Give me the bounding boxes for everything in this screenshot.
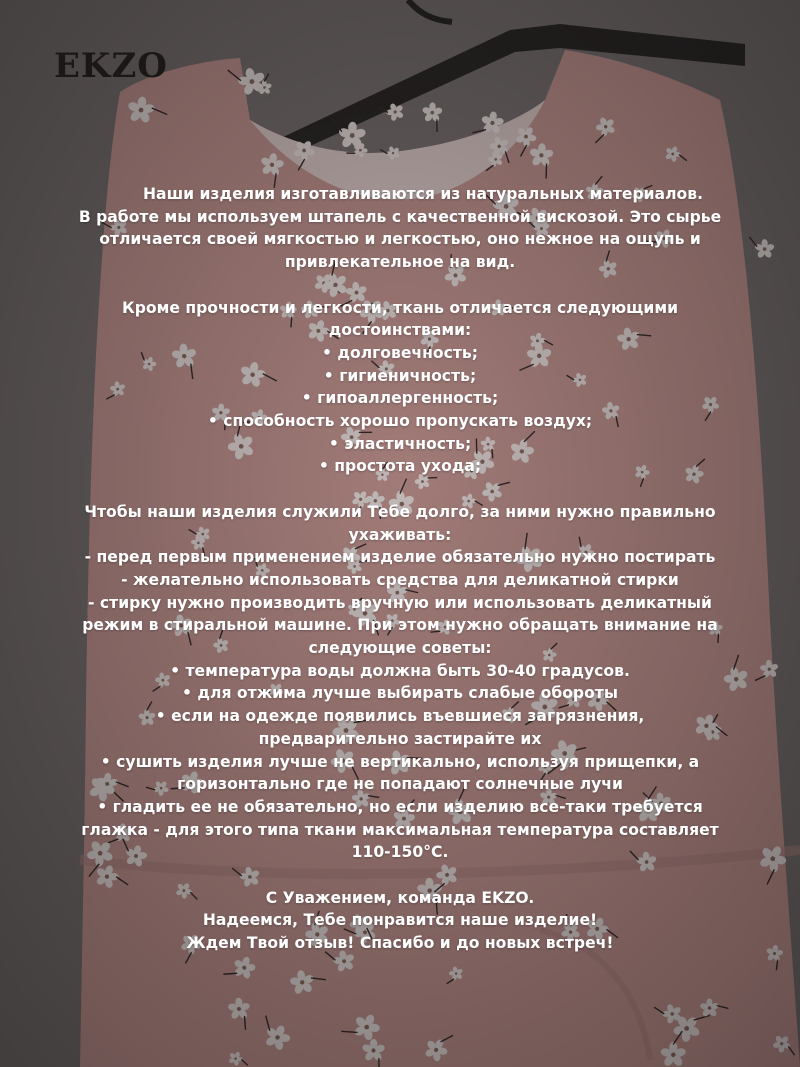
- list-item: - перед первым применением изделие обязательно нужно постирать: [84, 548, 716, 567]
- text-line: Чтобы наши изделия служили Тебе долго, за ними нужно правильно: [84, 502, 716, 521]
- text-line: 110-150°С.: [351, 843, 449, 862]
- text-line: следующие советы:: [308, 639, 492, 658]
- text-line: горизонтально где не попадают солнечные лучи: [177, 775, 623, 794]
- text-line: достоинствами:: [328, 321, 472, 340]
- intro-paragraph: [0, 183, 800, 274]
- text-line: глажка - для этого типа ткани максимальная температура составляет: [81, 820, 719, 839]
- list-item: • способность хорошо пропускать воздух;: [207, 412, 593, 431]
- list-item: • эластичность;: [328, 434, 472, 453]
- closing-paragraph: [0, 887, 800, 955]
- text-line: Ждем Твой отзыв! Спасибо и до новых встреч!: [186, 934, 614, 953]
- text-line: В работе мы используем штапель с качественной вискозой. Это сырье: [78, 207, 722, 226]
- text-line: С Уважением, команда EKZO.: [265, 888, 535, 907]
- paragraph-gap: [0, 478, 800, 501]
- text-line: привлекательное на вид.: [284, 253, 516, 272]
- list-item: • гигиеничность;: [323, 366, 477, 385]
- paragraph-gap: [0, 864, 800, 887]
- list-item: • температура воды должна быть 30-40 градусов.: [170, 661, 630, 680]
- text-line: Кроме прочности и легкости, ткань отличается следующими: [121, 298, 679, 317]
- list-item: • если на одежде появились въевшиеся загрязнения,: [155, 707, 645, 726]
- paragraph-gap: [0, 274, 800, 297]
- text-line: ухаживать:: [348, 525, 452, 544]
- list-item: • гипоаллергенность;: [301, 389, 499, 408]
- list-item: - стирку нужно производить вручную или использовать деликатный: [88, 593, 712, 612]
- care-instructions-text: [0, 183, 800, 955]
- brand-logo: EKZO: [54, 46, 168, 86]
- text-line: предварительно застирайте их: [258, 729, 542, 748]
- text-line: режим в стиральной машине. При этом нужно обращать внимание на: [82, 616, 718, 635]
- list-item: • сушить изделия лучше не вертикально, используя прищепки, а: [100, 752, 700, 771]
- list-item: • гладить ее не обязательно, но если изделию все-таки требуется: [97, 797, 703, 816]
- text-line: отличается своей мягкостью и легкостью, оно нежное на ощупь и: [99, 230, 701, 249]
- list-item: • долговечность;: [322, 343, 478, 362]
- care-paragraph: [0, 501, 800, 864]
- list-item: - желательно использовать средства для деликатной стирки: [121, 570, 679, 589]
- list-item: • для отжима лучше выбирать слабые обороты: [182, 684, 618, 703]
- text-line: Наши изделия изготавливаются из натуральных материалов.: [143, 185, 703, 203]
- benefits-paragraph: [0, 297, 800, 479]
- list-item: • простота ухода;: [318, 457, 482, 476]
- text-line: Надеемся, Тебе понравится наше изделие!: [202, 911, 598, 930]
